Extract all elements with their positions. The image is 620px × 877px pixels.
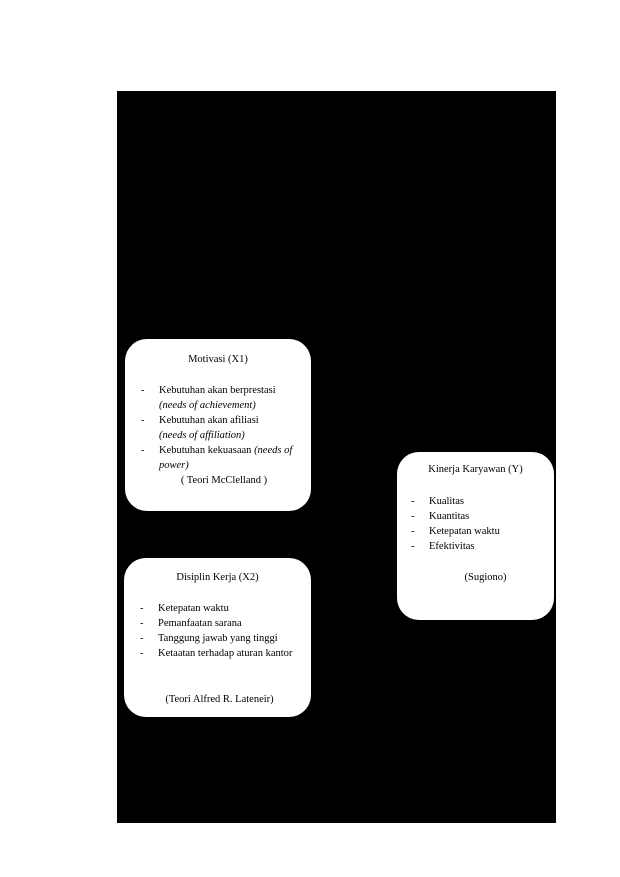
- motivasi-source: ( Teori McClelland ): [180, 475, 268, 486]
- indicator-text: Kuantitas: [429, 511, 470, 522]
- motivasi-box: [125, 339, 311, 511]
- list-item: [141, 443, 305, 473]
- indicator-english: (needs of achievement): [159, 400, 256, 411]
- indicator-text: Kebutuhan akan berprestasi: [159, 385, 276, 396]
- bullet-dash: -: [141, 445, 145, 456]
- indicator-text: Pemanfaatan sarana: [158, 618, 242, 629]
- bullet-dash: -: [140, 603, 144, 614]
- indicator-english: (needs of affiliation): [159, 430, 245, 441]
- disiplin-box: [124, 558, 311, 717]
- list-item: [140, 631, 305, 646]
- bullet-dash: -: [140, 633, 144, 644]
- motivasi-title: Motivasi (X1): [188, 354, 248, 365]
- indicator-english: (needs of power): [159, 445, 293, 471]
- motivasi-indicator-list: [141, 383, 305, 473]
- list-item: [140, 646, 305, 661]
- bullet-dash: -: [140, 618, 144, 629]
- kinerja-box: [397, 452, 554, 620]
- indicator-text: Kebutuhan akan afiliasi: [159, 415, 259, 426]
- list-item: [141, 383, 305, 413]
- list-item: [140, 601, 305, 616]
- bullet-dash: -: [140, 648, 144, 659]
- disiplin-title: Disiplin Kerja (X2): [176, 572, 259, 583]
- bullet-dash: -: [141, 415, 145, 426]
- kinerja-title: Kinerja Karyawan (Y): [428, 464, 523, 475]
- bullet-dash: -: [411, 526, 415, 537]
- bullet-dash: -: [141, 385, 145, 396]
- disiplin-indicator-list: [140, 601, 305, 661]
- indicator-text: Kualitas: [429, 496, 464, 507]
- bullet-dash: -: [411, 511, 415, 522]
- indicator-text: Ketepatan waktu: [429, 526, 500, 537]
- indicator-text: Efektivitas: [429, 541, 475, 552]
- list-item: [140, 616, 305, 631]
- list-item: [411, 509, 548, 524]
- indicator-text: Ketaatan terhadap aturan kantor: [158, 648, 293, 659]
- list-item: [411, 494, 548, 509]
- bullet-dash: -: [411, 541, 415, 552]
- kinerja-source: (Sugiono): [464, 572, 507, 583]
- kinerja-indicator-list: [411, 494, 548, 554]
- disiplin-source: (Teori Alfred R. Lateneir): [165, 694, 274, 705]
- list-item: [411, 524, 548, 539]
- indicator-text: Kebutuhan kekuasaan: [159, 445, 252, 456]
- list-item: [141, 413, 305, 443]
- list-item: [411, 539, 548, 554]
- indicator-text: Tanggung jawab yang tinggi: [158, 633, 278, 644]
- indicator-text: Ketepatan waktu: [158, 603, 229, 614]
- bullet-dash: -: [411, 496, 415, 507]
